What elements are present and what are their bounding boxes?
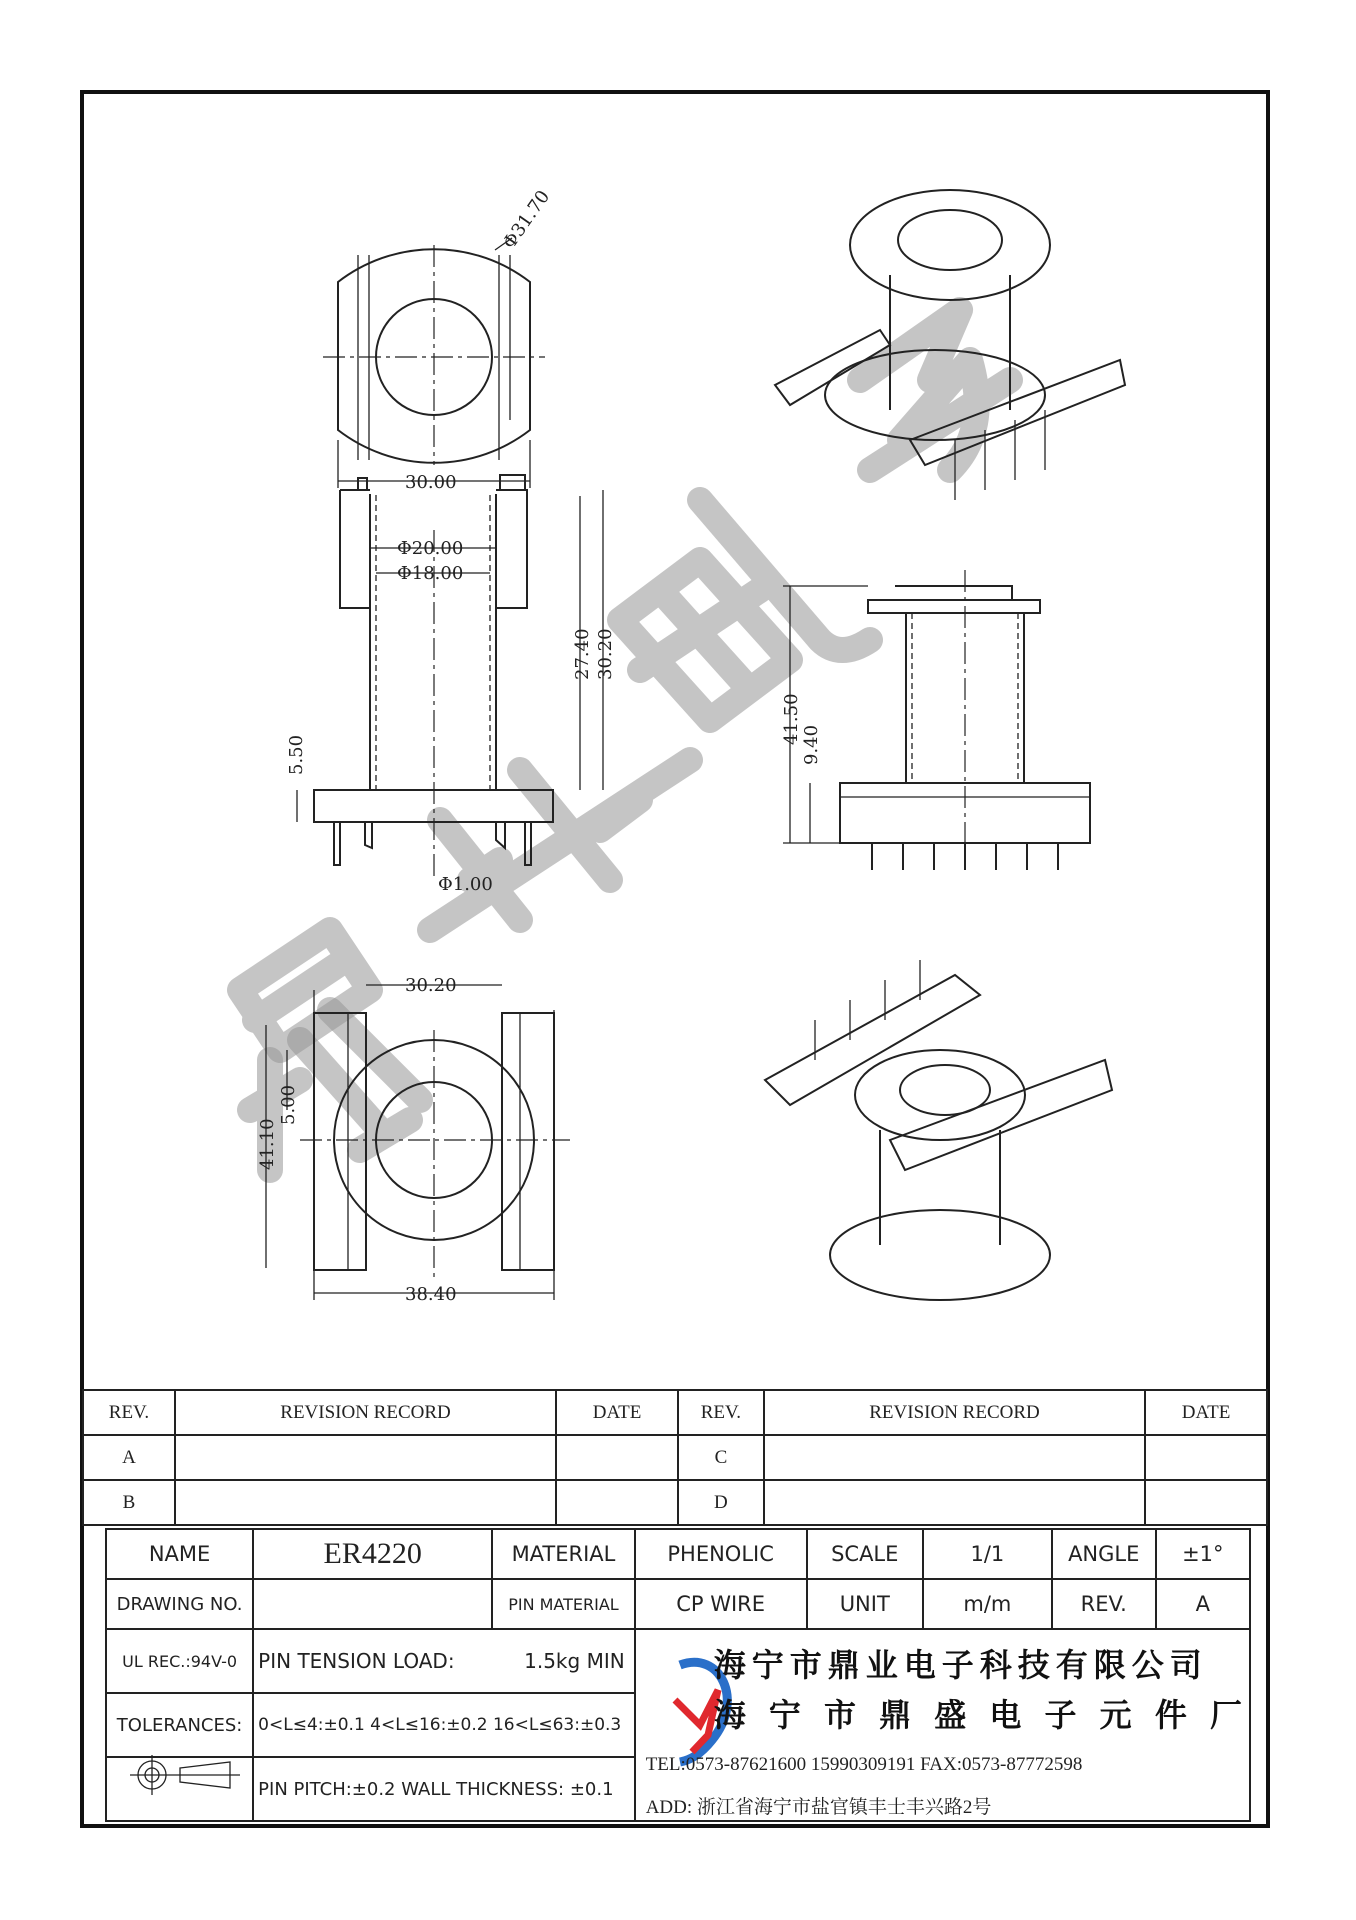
dim-side-base: 9.40 bbox=[801, 724, 822, 765]
dim-flange-height: 30.20 bbox=[595, 628, 616, 680]
drawing-no-value bbox=[253, 1579, 492, 1629]
company-name-1: 海宁市鼎业电子科技有限公司 bbox=[713, 1646, 1208, 1684]
dim-pin-pitch: 5.00 bbox=[278, 1084, 299, 1125]
rev-cell: C bbox=[678, 1435, 764, 1480]
pin-tension bbox=[253, 1629, 635, 1693]
pin-material-label: PIN MATERIAL bbox=[492, 1579, 634, 1629]
pin-tension-label: PIN TENSION LOAD: bbox=[258, 1649, 455, 1673]
revision-header-row bbox=[83, 1390, 1267, 1435]
dim-overall-width: 38.40 bbox=[405, 1284, 457, 1305]
rev-cell: D bbox=[678, 1480, 764, 1525]
title-block bbox=[105, 1528, 1251, 1822]
front-view bbox=[286, 475, 616, 895]
header-record: REVISION RECORD bbox=[764, 1390, 1145, 1435]
record-cell bbox=[764, 1435, 1145, 1480]
rev-value: A bbox=[1156, 1579, 1250, 1629]
tolerances-value: 0<L≤4:±0.1 4<L≤16:±0.2 16<L≤63:±0.3 bbox=[253, 1693, 635, 1757]
material-value: PHENOLIC bbox=[635, 1529, 807, 1579]
table-row bbox=[83, 1435, 1267, 1480]
company-info bbox=[635, 1629, 1250, 1821]
dim-top-diameter: Φ31.70 bbox=[498, 186, 555, 253]
header-date: DATE bbox=[556, 1390, 678, 1435]
company-address: ADD: 浙江省海宁市盐官镇丰士丰兴路2号 bbox=[645, 1797, 992, 1818]
record-cell bbox=[764, 1480, 1145, 1525]
header-record: REVISION RECORD bbox=[175, 1390, 556, 1435]
side-view bbox=[781, 570, 1090, 870]
material-label: MATERIAL bbox=[492, 1529, 634, 1579]
unit-value: m/m bbox=[923, 1579, 1052, 1629]
dim-base-height: 5.50 bbox=[286, 734, 307, 775]
angle-value: ±1° bbox=[1156, 1529, 1250, 1579]
dim-inner-width: 30.20 bbox=[405, 975, 457, 996]
dim-inner-dia: Φ18.00 bbox=[397, 563, 464, 584]
pitch-wall-thickness: PIN PITCH:±0.2 WALL THICKNESS: ±0.1 bbox=[253, 1757, 635, 1821]
isometric-view-top bbox=[775, 190, 1125, 500]
dim-top-width: 30.00 bbox=[405, 472, 457, 493]
isometric-view-bottom bbox=[765, 960, 1112, 1300]
header-rev: REV. bbox=[83, 1390, 175, 1435]
header-rev: REV. bbox=[678, 1390, 764, 1435]
name-label: NAME bbox=[106, 1529, 253, 1579]
bottom-view bbox=[257, 975, 570, 1305]
tolerances-label: TOLERANCES: bbox=[106, 1693, 253, 1757]
header-date: DATE bbox=[1145, 1390, 1267, 1435]
unit-label: UNIT bbox=[807, 1579, 923, 1629]
rev-cell: A bbox=[83, 1435, 175, 1480]
dim-inner-height: 27.40 bbox=[572, 628, 593, 680]
company-name-2: 海 宁 市 鼎 盛 电 子 元 件 厂 bbox=[713, 1696, 1248, 1734]
table-row bbox=[83, 1480, 1267, 1525]
rev-cell: B bbox=[83, 1480, 175, 1525]
ul-rec-label: UL REC.:94V-0 bbox=[106, 1629, 253, 1693]
projection-symbol-cell bbox=[106, 1757, 253, 1821]
date-cell bbox=[556, 1435, 678, 1480]
scale-label: SCALE bbox=[807, 1529, 923, 1579]
contact-phone: TEL:0573-87621600 15990309191 FAX:0573-87772598 bbox=[645, 1754, 1083, 1775]
dim-outer-dia: Φ20.00 bbox=[397, 538, 464, 559]
date-cell bbox=[1145, 1480, 1267, 1525]
pin-tension-value: 1.5kg MIN bbox=[524, 1649, 625, 1673]
date-cell bbox=[556, 1480, 678, 1525]
revision-table bbox=[82, 1389, 1268, 1526]
part-name: ER4220 bbox=[253, 1529, 492, 1579]
record-cell bbox=[175, 1435, 556, 1480]
record-cell bbox=[175, 1480, 556, 1525]
dim-length: 41.10 bbox=[257, 1118, 278, 1170]
date-cell bbox=[1145, 1435, 1267, 1480]
angle-label: ANGLE bbox=[1052, 1529, 1156, 1579]
dim-pin-dia: Φ1.00 bbox=[438, 874, 493, 895]
top-view bbox=[323, 187, 554, 493]
dim-total-height: 41.50 bbox=[781, 693, 802, 745]
drawing-no-label: DRAWING NO. bbox=[106, 1579, 253, 1629]
scale-value: 1/1 bbox=[923, 1529, 1052, 1579]
pin-material-value: CP WIRE bbox=[635, 1579, 807, 1629]
rev-label: REV. bbox=[1052, 1579, 1156, 1629]
